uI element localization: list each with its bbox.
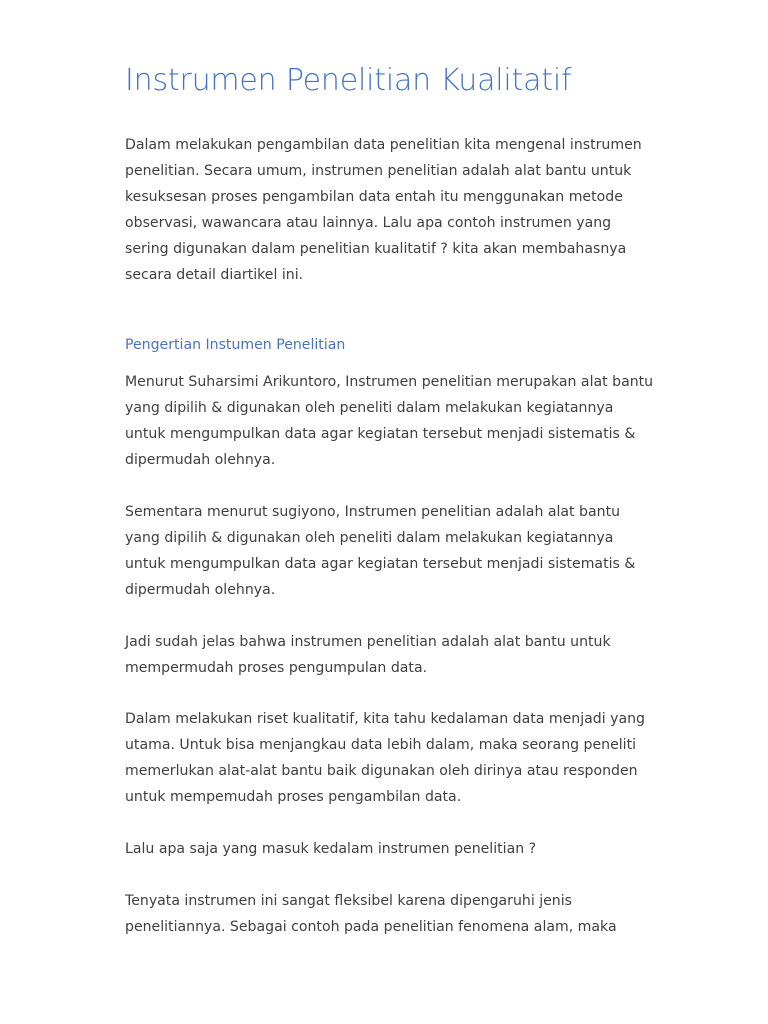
document-page (125, 58, 655, 941)
document-title: Instrumen Penelitian Kualitatif (125, 63, 572, 98)
paragraph-question: Lalu apa saja yang masuk kedalam instrumen penelitian ? (125, 841, 537, 858)
paragraph-arikunto: Menurut Suharsimi Arikuntoro, Instrumen penelitian merupakan alat bantu yang dipilih & digunakan oleh peneliti dalam melakukan kegiatannya untuk mengumpulkan data agar kegiatan tersebut menjadi sistematis & dipermudah olehnya. (125, 374, 654, 469)
paragraph-qualitative-research: Dalam melakukan riset kualitatif, kita tahu kedalaman data menjadi yang utama. Untuk bisa menjangkau data lebih dalam, maka seorang peneliti memerlukan alat-alat bantu baik digunakan oleh dirinya atau responden untuk mempemudah proses pengambilan data. (125, 711, 645, 806)
intro-paragraph: Dalam melakukan pengambilan data penelitian kita mengenal instrumen penelitian. Secara umum, instrumen penelitian adalah alat bantu untuk kesuksesan proses pengambilan data entah itu menggunakan metode observasi, wawancara atau lainnya. Lalu apa contoh instrumen yang sering digunakan dalam penelitian kualitatif ? kita akan membahasnya secara detail diartikel ini. (125, 137, 642, 283)
paragraph-flexible-instrument: Tenyata instrumen ini sangat fleksibel karena dipengaruhi jenis penelitiannya. Sebagai contoh pada penelitian fenomena alam, maka (125, 892, 617, 935)
paragraph-sugiyono: Sementara menurut sugiyono, Instrumen penelitian adalah alat bantu yang dipilih & digunakan oleh peneliti dalam melakukan kegiatannya untuk mengumpulkan data agar kegiatan tersebut menjadi sistematis & dipermudah olehnya. (125, 503, 636, 598)
section-heading: Pengertian Instumen Penelitian (125, 337, 346, 354)
paragraph-conclusion: Jadi sudah jelas bahwa instrumen penelitian adalah alat bantu untuk mempermudah proses pengumpulan data. (125, 633, 611, 676)
